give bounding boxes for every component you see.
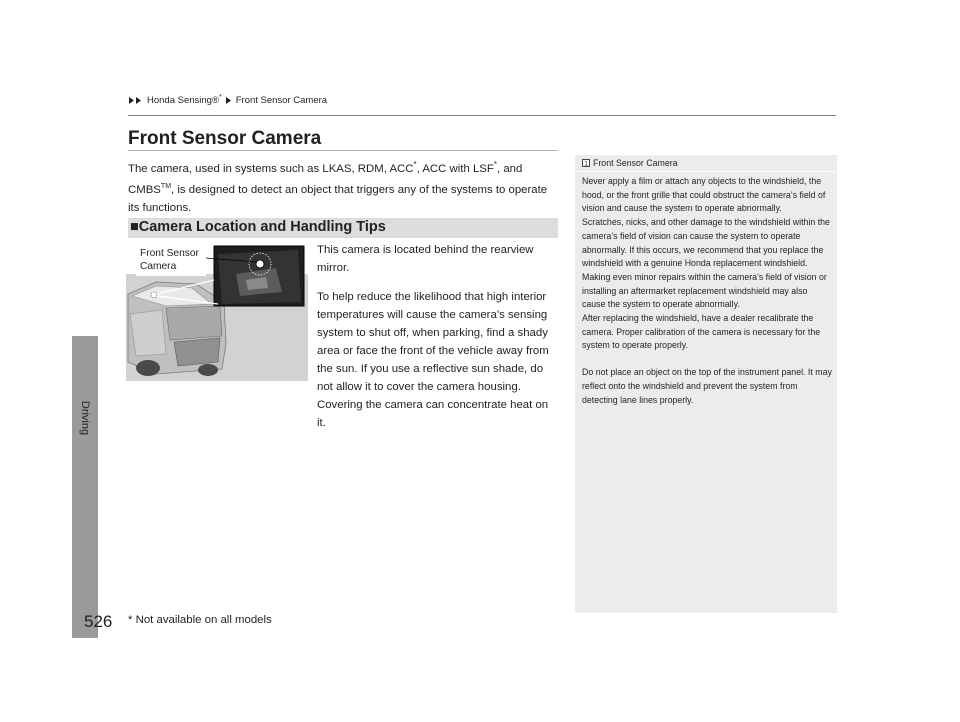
figure-callout [140, 248, 199, 273]
section-heading: ■Camera Location and Handling Tips [130, 219, 386, 235]
chapter-side-tab [72, 336, 98, 638]
note-title [582, 158, 678, 168]
note-paragraph-1: Never apply a film or attach any objects to the windshield, the hood, or the front grille that could obstruct the camera’s field of vision and cause the system to operate abnormally. [582, 176, 826, 214]
breadcrumb-section: Honda Sensing®* [147, 94, 222, 107]
title-rule [128, 150, 558, 151]
breadcrumb [128, 94, 327, 106]
breadcrumb-page: Front Sensor Camera [235, 94, 328, 106]
body-text [317, 241, 559, 443]
section-heading-bar [128, 218, 558, 238]
double-arrow-icon [128, 96, 144, 105]
body-paragraph-2: To help reduce the likelihood that high interior temperatures will cause the camera’s sensing system to shut off, when parking, find a shady area or face the front of the vehicle away from the sun. If you use a reflective sun shade, do not allow it to cover the camera housing. Covering the camera can concentrate heat on it. [317, 291, 549, 429]
page-title: Front Sensor Camera [128, 128, 322, 149]
chapter-label: Driving [79, 400, 91, 436]
note-title-text: Front Sensor Camera [593, 158, 678, 168]
header-rule [128, 115, 836, 116]
note-text [582, 175, 832, 420]
footnote: * Not available on all models [128, 614, 272, 626]
intro-paragraph: The camera, used in systems such as LKAS, RDM, ACC*, ACC with LSF*, and CMBS™, is designed to detect an object that triggers any of the systems to operate its functions. [128, 160, 548, 214]
figure-callout-line1: Front Sensor [140, 248, 199, 259]
camera-location-figure [126, 244, 308, 381]
note-marker-icon [582, 159, 590, 167]
note-paragraph-3: After replacing the windshield, have a dealer recalibrate the camera. Proper calibration of the camera is necessary for the system to operate properly. [582, 313, 821, 351]
note-rule [577, 171, 835, 172]
page-number: 526 [84, 612, 113, 631]
body-paragraph-1: This camera is located behind the rearview mirror. [317, 244, 534, 274]
svg-text:1: 1 [584, 160, 588, 167]
figure-callout-line2: Camera [140, 260, 177, 272]
note-paragraph-4: Do not place an object on the top of the instrument panel. It may reflect onto the windshield and prevent the system from detecting lane lines properly. [582, 367, 832, 405]
note-paragraph-2: Scratches, nicks, and other damage to the windshield within the camera’s field of vision can cause the system to operate abnormally. If this occurs, we recommend that you replace the windshield with a genuine Honda replacement windshield. Making even minor repairs within the camera’s field of vision or installing an aftermarket replacement windshield may also cause the system to operate abnormally. [582, 217, 830, 310]
arrow-icon [225, 96, 233, 105]
